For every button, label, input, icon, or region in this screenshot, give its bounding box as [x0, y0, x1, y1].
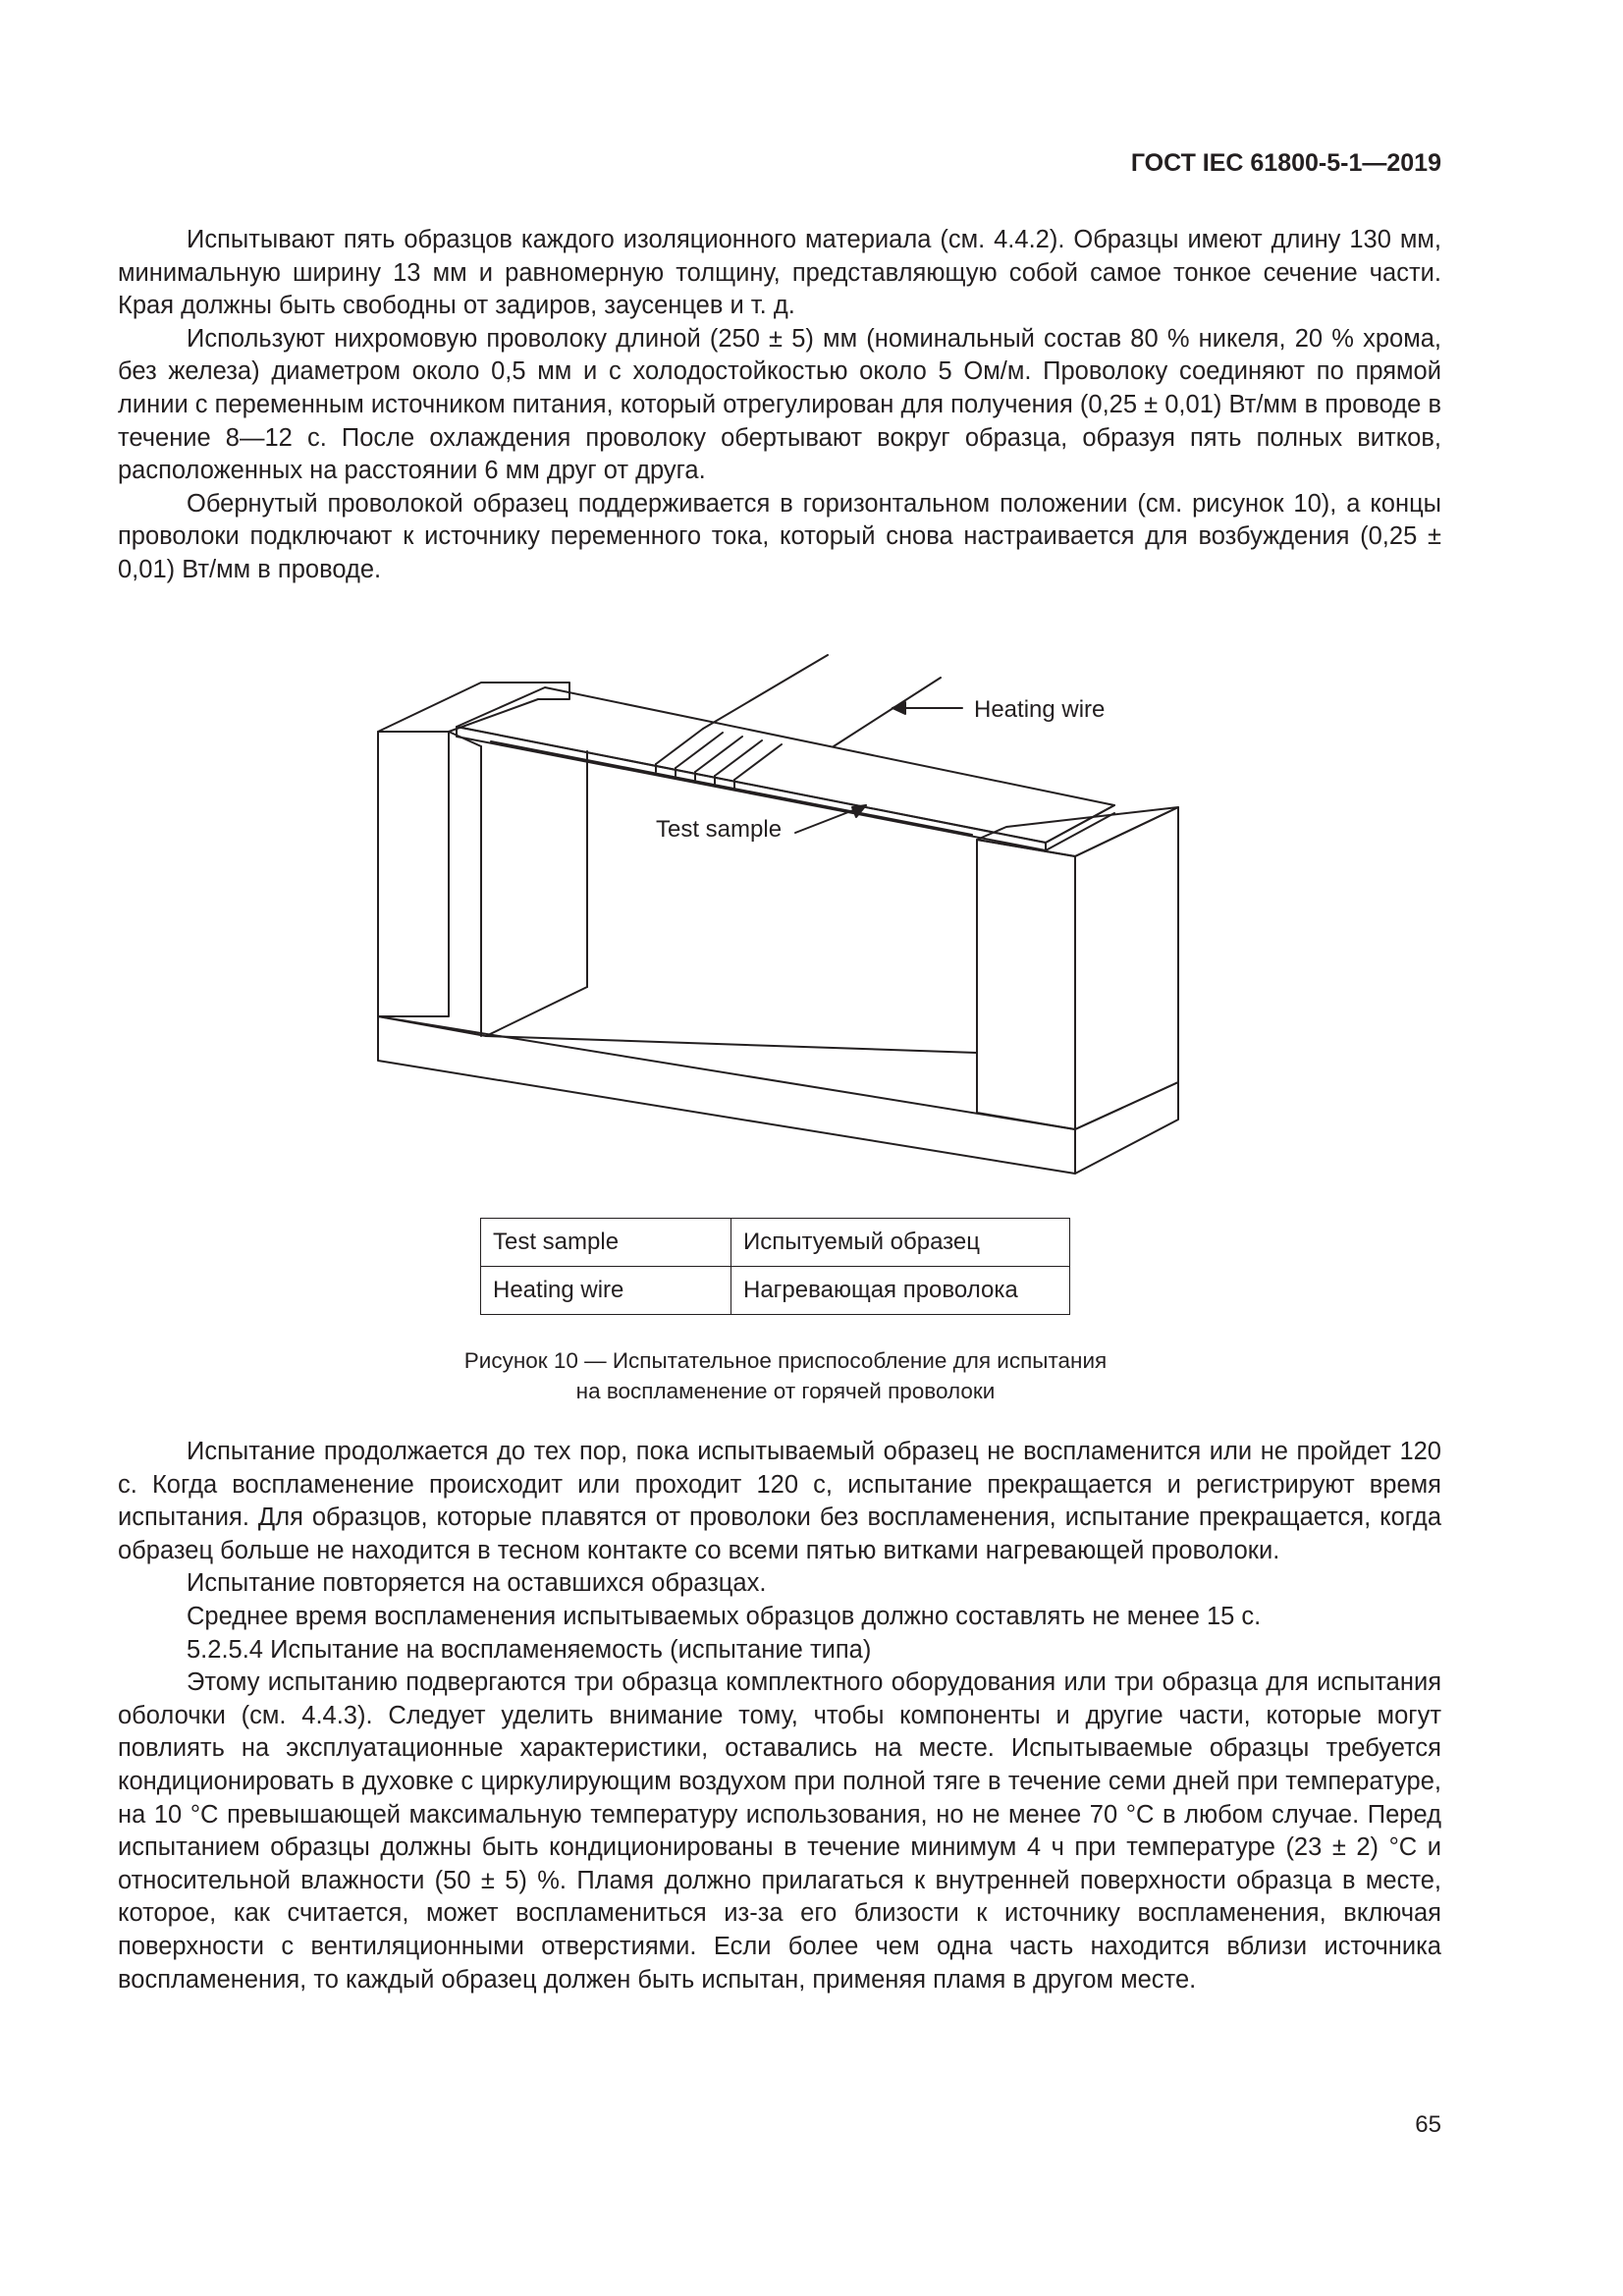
wire-lead	[834, 678, 941, 746]
base-right-side	[1075, 1082, 1178, 1174]
apparatus-drawing	[363, 643, 1198, 1193]
table-row	[481, 1219, 1070, 1267]
winding	[734, 744, 782, 780]
floor-back	[486, 987, 587, 1036]
paragraph: Испытание повторяется на оставшихся образцах.	[187, 1569, 767, 1598]
page-number: 65	[1415, 2111, 1441, 2138]
winding	[715, 740, 762, 776]
figure-10-apparatus	[363, 643, 1198, 1193]
caption-line: на воспламенение от горячей проволоки	[575, 1379, 996, 1403]
right-block-top	[977, 807, 1178, 856]
paragraph: Испытание продолжается до тех пор, пока испытываемый образец не воспламенится или не пройдет 120 с. Когда воспламенение происходит или проходит 120 с, испытание прекращается и регистрируют время испытания. Для образцов, которые плавятся от проволоки без воспламенения, испытание прекращается, когда образец больше не находится в тесном контакте со всеми пятью витками нагревающей проволоки.	[118, 1438, 1441, 1564]
section-heading: 5.2.5.4 Испытание на воспламеняемость (испытание типа)	[187, 1635, 872, 1664]
paragraph: Этому испытанию подвергаются три образца комплектного оборудования или три образца для испытания оболочки (см. 4.4.3). Следует уделить внимание тому, чтобы компоненты и другие части, которые могут повлиять на эксплуатационные характеристики, оставались на месте. Испытываемые образцы требуется кондиционировать в духовке с циркулирующим воздухом при полной тяге в течение семи дней при температуре, на 10 °C превышающей максимальную температуру использования, но не менее 70 °C в любом случае. Перед испытанием образцы должны быть кондиционированы в течение минимум 4 ч при температуре (23 ± 2) °C и относительной влажности (50 ± 5) %. Пламя должно прилагаться к внутренней поверхности образца в месте, которое, как считается, может воспламениться из-за его близости к источнику воспламенения, включая поверхности с вентиляционными отверстиями. Если более чем одна часть находится вблизи источника воспламенения, то каждый образец должен быть испытан, применяя пламя в другом месте.	[118, 1668, 1441, 1994]
winding	[656, 729, 703, 764]
paragraph: Среднее время воспламенения испытываемых образцов должно составлять не менее 15 с.	[187, 1602, 1262, 1630]
winding	[695, 737, 742, 772]
figure-legend-table	[480, 1218, 1070, 1315]
body-text-top	[118, 224, 1441, 587]
base-left-top	[378, 1016, 486, 1036]
body-text-bottom	[118, 1436, 1441, 1996]
legend-cell-ru: Испытуемый образец	[731, 1219, 1070, 1267]
legend-cell-en: Test sample	[481, 1219, 731, 1267]
winding	[676, 733, 723, 768]
heating-wire-label: Heating wire	[974, 696, 1106, 723]
paragraph: Обернутый проволокой образец поддерживается в горизонтальном положении (см. рисунок 10), а концы проволоки подключают к источнику переменного тока, который снова настраивается для возбуждения (0,25 ± 0,01) Вт/мм в проводе.	[118, 489, 1441, 583]
document-header: ГОСТ IEC 61800-5-1—2019	[1130, 149, 1441, 177]
right-block-side	[1075, 807, 1178, 1129]
test-sample-label: Test sample	[656, 816, 783, 843]
table-row	[481, 1267, 1070, 1315]
right-block-front	[977, 840, 1075, 1129]
figure-caption	[295, 1345, 1276, 1406]
legend-cell-ru: Нагревающая проволока	[731, 1267, 1070, 1315]
paragraph: Испытывают пять образцов каждого изоляционного материала (см. 4.4.2). Образцы имеют длину 130 мм, минимальную ширину 13 мм и равномерную толщину, представляющую собой самое тонкое сечение части. Края должны быть свободны от задиров, заусенцев и т. д.	[118, 226, 1441, 320]
left-block-front	[378, 732, 449, 1016]
paragraph: Используют нихромовую проволоку длиной (250 ± 5) мм (номинальный состав 80 % никеля, 20 % хрома, без железа) диаметром около 0,5 мм и с холодостойкостью около 5 Ом/м. Проволоку соединяют по прямой линии с переменным источником питания, который отрегулирован для получения (0,25 ± 0,01) Вт/мм в проводе в течение 8—12 с. После охлаждения проволоку обертывают вокруг образца, образуя пять полных витков, расположенных на расстоянии 6 мм друг от друга.	[118, 324, 1441, 485]
wire-lead	[703, 655, 828, 729]
caption-line: Рисунок 10 — Испытательное приспособление для испытания	[463, 1348, 1108, 1373]
legend-cell-en: Heating wire	[481, 1267, 731, 1315]
floor-front	[486, 1036, 977, 1053]
test-sample-thickness-end	[1046, 805, 1114, 843]
base-front	[378, 1016, 1075, 1174]
